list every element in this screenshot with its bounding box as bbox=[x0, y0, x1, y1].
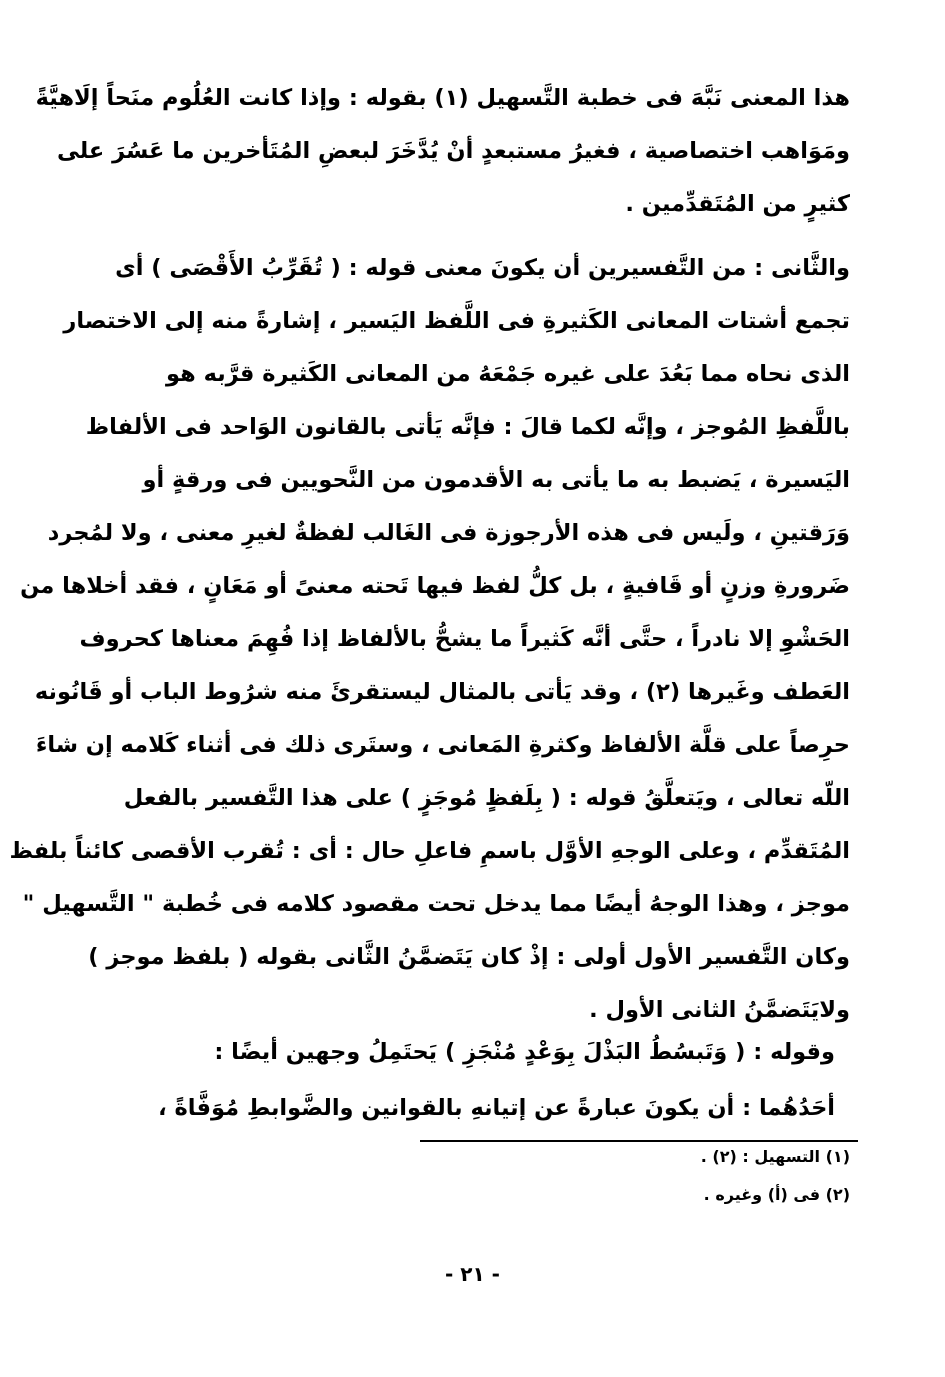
footnotes bbox=[500, 1138, 850, 1214]
paragraph-2 bbox=[9, 242, 850, 1037]
paragraph-1 bbox=[35, 72, 850, 231]
text-line: اليَسيرة ، يَضبط به ما يأتى به الأقدمون من النَّحويين فى ورقةٍ أو bbox=[142, 467, 850, 493]
page-number: - ٢١ - bbox=[445, 1262, 500, 1286]
text-line: حرِصاً على قلَّة الألفاظ وكثرةِ المَعانى ، وستَرى ذلك فى أثناء كَلامه إن شاءَ bbox=[35, 732, 850, 758]
text-line: المُتَقدِّم ، وعلى الوجهِ الأوَّل باسمِ فاعلِ حال : أى : تُقرب الأقصى كائناً بلفظ bbox=[9, 838, 850, 864]
footnote-1: (١) التسهيل : (٢) . bbox=[700, 1147, 850, 1166]
paragraph-4 bbox=[105, 1082, 835, 1135]
text-line: وقوله : ( وَتَبسُطُ البَذْلَ بِوَعْدٍ مُنْجَزِ ) يَحتَمِلُ وجهين أيضًا : bbox=[214, 1039, 835, 1065]
text-line: الحَشْوِ إلا نادراً ، حتَّى أنَّه كَثيراً ما يشحُّ بالألفاظ إذا فُهِمَ معناها كحروف bbox=[79, 626, 850, 652]
text-line: الذى نحاه مما بَعُدَ على غيره جَمْعَهُ من المعانى الكَثيرة قرَّبه هو bbox=[166, 361, 850, 387]
text-line: ومَوَاهب اختصاصية ، فغيرُ مستبعدٍ أنْ يُدَّخَرَ لبعضِ المُتَأخرين ما عَسُرَ على bbox=[56, 138, 850, 164]
text-line: والثَّانى : من التَّفسيرين أن يكونَ معنى قوله : ( تُقَرِّبُ الأَقْصَى ) أى bbox=[115, 255, 850, 281]
paragraph-3 bbox=[105, 1026, 835, 1079]
text-line: تجمع أشتات المعانى الكَثيرةِ فى اللَّفظ اليَسير ، إشارةً منه إلى الاختصار bbox=[63, 308, 850, 334]
footnote-2: (٢) فى (أ) وغيره . bbox=[703, 1185, 850, 1204]
text-line: أحَدُهُما : أن يكونَ عبارةً عن إتيانهِ بالقوانين والضَّوابطِ مُوَفَّاةً ، bbox=[158, 1095, 835, 1121]
text-line: العَطف وغَيرها (٢) ، وقد يَأتى بالمثال ليستقرئَ منه شرُوط الباب أو قَانُونه bbox=[34, 679, 850, 705]
text-line: ولايَتَضمَّنُ الثانى الأول . bbox=[589, 997, 850, 1023]
text-line: ضَرورةِ وزنٍ أو قَافيةٍ ، بل كلُّ لفظ فيها تَحته معنىً أو مَعَانٍ ، فقد أخلاها من bbox=[20, 573, 850, 599]
text-line: موجز ، وهذا الوجهُ أيضًا مما يدخل تحت مقصود كلامه فى خُطبة " التَّسهيل " bbox=[22, 891, 850, 917]
text-line: وكان التَّفسير الأول أولى : إذْ كان يَتَضمَّنُ الثَّانى بقوله ( بلفظ موجز ) bbox=[88, 944, 850, 970]
text-line: هذا المعنى نَبَّهَ فى خطبة التَّسهيل (١) بقوله : وإذا كانت العُلُوم منَحاً إلَاهيَّةً bbox=[35, 85, 850, 111]
text-line: وَرَقتينِ ، ولَيس فى هذه الأرجوزة فى الغَالب لفظةٌ لغيرِ معنى ، ولا لمُجرد bbox=[47, 520, 850, 546]
text-line: باللَّفظِ المُوجز ، وإنَّه لكما قالَ : فإنَّه يَأتى بالقانون الوَاحد فى الألفاظ bbox=[85, 414, 850, 440]
text-line: كثيرٍ من المُتَقدِّمين . bbox=[625, 191, 850, 217]
text-line: اللّه تعالى ، ويَتعلَّقُ قوله : ( بِلَفظٍ مُوجَزٍ ) على هذا التَّفسير بالفعل bbox=[123, 785, 850, 811]
